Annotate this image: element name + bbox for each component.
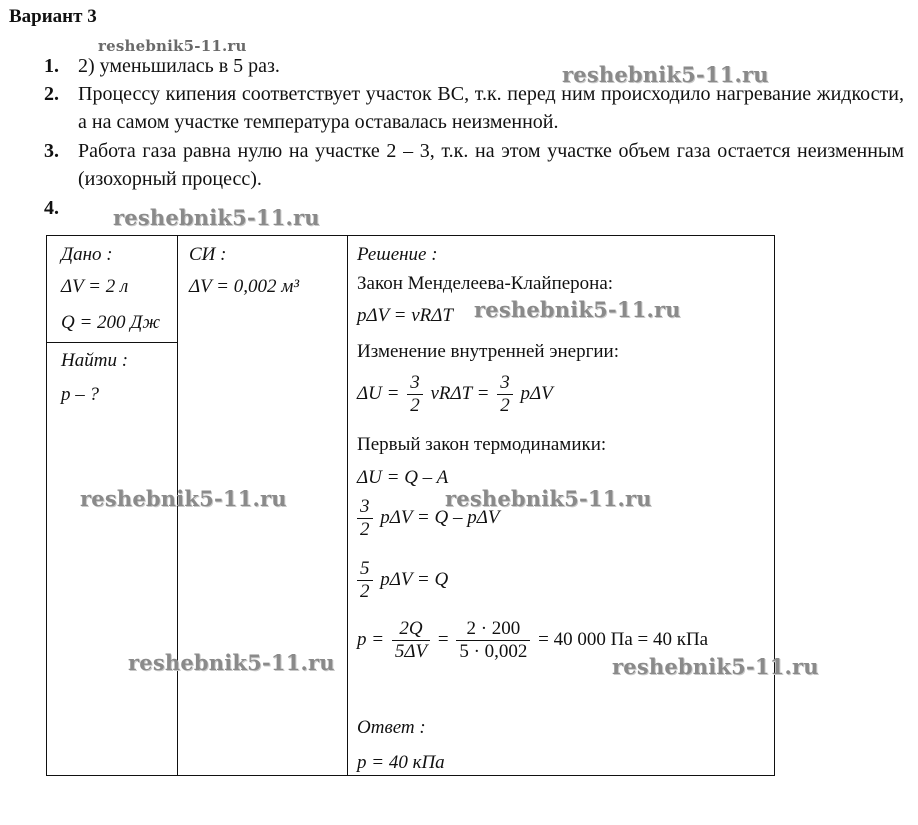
eq2-right: pΔV: [520, 382, 553, 404]
given-heat: Q = 200 Дж: [61, 312, 161, 333]
fraction: $\frac{2 \cdot 200}{5 \cdot 0,002}$: [456, 618, 530, 663]
equation-1: pΔV = νRΔT: [357, 305, 453, 326]
equation-5: [357, 558, 448, 603]
item-text: Работа газа равна нулю на участке 2 – 3, т.к. на этом участке объем газа остается неизменным (изохорный процесс).: [78, 140, 904, 190]
law-mendeleev: Закон Менделеева-Клайперона:: [357, 273, 614, 294]
answer-header: Ответ :: [357, 717, 426, 738]
eq4-right: pΔV = Q – pΔV: [380, 506, 500, 528]
watermark: reshebnik5-11.ru: [113, 205, 320, 230]
law-internal-energy: Изменение внутренней энергии:: [357, 341, 619, 362]
fraction: $\frac{2Q}{5\Delta V}$: [392, 618, 430, 663]
si-volume: ΔV = 0,002 м³: [189, 276, 300, 297]
watermark: reshebnik5-11.ru: [562, 62, 769, 87]
fraction: $\frac{5}{2}$: [357, 558, 373, 603]
law-thermodynamics: Первый закон термодинамики:: [357, 434, 607, 455]
fraction: $\frac{3}{2}$: [407, 372, 423, 417]
page-title: Вариант 3: [9, 6, 97, 27]
item-number: 3.: [44, 140, 59, 162]
given-volume: ΔV = 2 л: [61, 276, 129, 297]
eq2-mid: νRΔT =: [430, 382, 490, 404]
item-number: 2.: [44, 83, 59, 105]
find-header: Найти :: [61, 350, 129, 371]
watermark: reshebnik5-11.ru: [128, 650, 335, 675]
eq2-left: ΔU =: [357, 382, 400, 404]
equation-6: p = $\frac{2Q}{5\Delta V}$ = $\frac{2 \cdot 200}{5 \cdot 0,002}$ = 40 000 Па = 40 кПа: [357, 618, 709, 662]
eq6-result: = 40 000 Па = 40 кПа: [538, 628, 709, 650]
item-text: Процессу кипения соответствует участок ВС, т.к. перед ним происходило нагревание жидкости, а на самом участке температура оставалась неизменной.: [78, 83, 904, 133]
equation-3: ΔU = Q – A: [357, 467, 449, 488]
equation-2: [357, 372, 553, 417]
item-number: 4.: [44, 197, 59, 219]
fraction: $\frac{3}{2}$: [497, 372, 513, 417]
given-header: Дано :: [61, 244, 113, 265]
solution-header: Решение :: [357, 244, 438, 265]
watermark: reshebnik5-11.ru: [445, 486, 652, 511]
watermark: reshebnik5-11.ru: [612, 654, 819, 679]
eq5-right: pΔV = Q: [380, 568, 449, 590]
si-header: СИ :: [189, 244, 227, 265]
eq6-p: p =: [357, 628, 385, 650]
item-number: 1.: [44, 55, 59, 77]
item-text: 2) уменьшилась в 5 раз.: [78, 55, 280, 77]
answer-value: p = 40 кПа: [357, 752, 445, 773]
fraction: $\frac{3}{2}$: [357, 496, 373, 541]
watermark: reshebnik5-11.ru: [98, 37, 247, 55]
watermark: reshebnik5-11.ru: [80, 486, 287, 511]
watermark: reshebnik5-11.ru: [474, 297, 681, 322]
find-pressure: p – ?: [61, 384, 99, 405]
column-divider: [347, 236, 348, 775]
